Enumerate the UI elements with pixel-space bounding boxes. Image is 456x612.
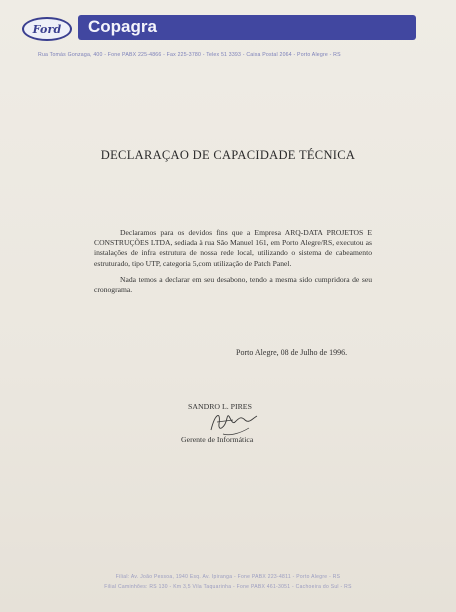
company-banner	[78, 15, 416, 40]
place-and-date: Porto Alegre, 08 de Julho de 1996.	[236, 348, 348, 357]
body-paragraph-1: Declaramos para os devidos fins que a Empresa ARQ-DATA PROJETOS E CONSTRUÇÕES LTDA, sediada à rua São Manuel 161, em Porto Alegre/RS, executou as instalações de infra estrutura de nossa rede local, utilizando o sistema de cabeamento estruturado, tipo UTP, categoria 5,com utilização de Patch Panel.	[94, 228, 372, 268]
signatory-name: SANDRO L. PIRES	[188, 402, 252, 411]
footer-line-1: Filial: Av. João Pessoa, 1940 Esq. Av. Ipiranga - Fone PABX 223-4811 - Porto Alegre - RS	[115, 574, 341, 580]
document-title: DECLARAÇAO DE CAPACIDADE TÉCNICA	[100, 148, 356, 162]
signatory-role: Gerente de Informática	[181, 435, 254, 444]
logo-text: Ford	[32, 22, 62, 36]
ford-logo	[22, 17, 72, 41]
company-name: Copagra	[88, 17, 157, 36]
letterhead-address: Rua Tomás Gonzaga, 400 - Fone PABX 225-4866 - Fax 225-3780 - Telex 51 3393 - Caixa Postal 2064 - Porto Alegre - RS	[38, 52, 341, 58]
document-body	[94, 228, 372, 301]
footer-line-2: Filial Caminhões: RS 130 - Km 3,5 Vila Taquarinha - Fone PABX 461-3051 - Cachoeira do Sul - RS	[104, 584, 352, 590]
body-paragraph-2: Nada temos a declarar em seu desabono, tendo a mesma sido cumpridora de seu cronograma.	[94, 274, 372, 295]
